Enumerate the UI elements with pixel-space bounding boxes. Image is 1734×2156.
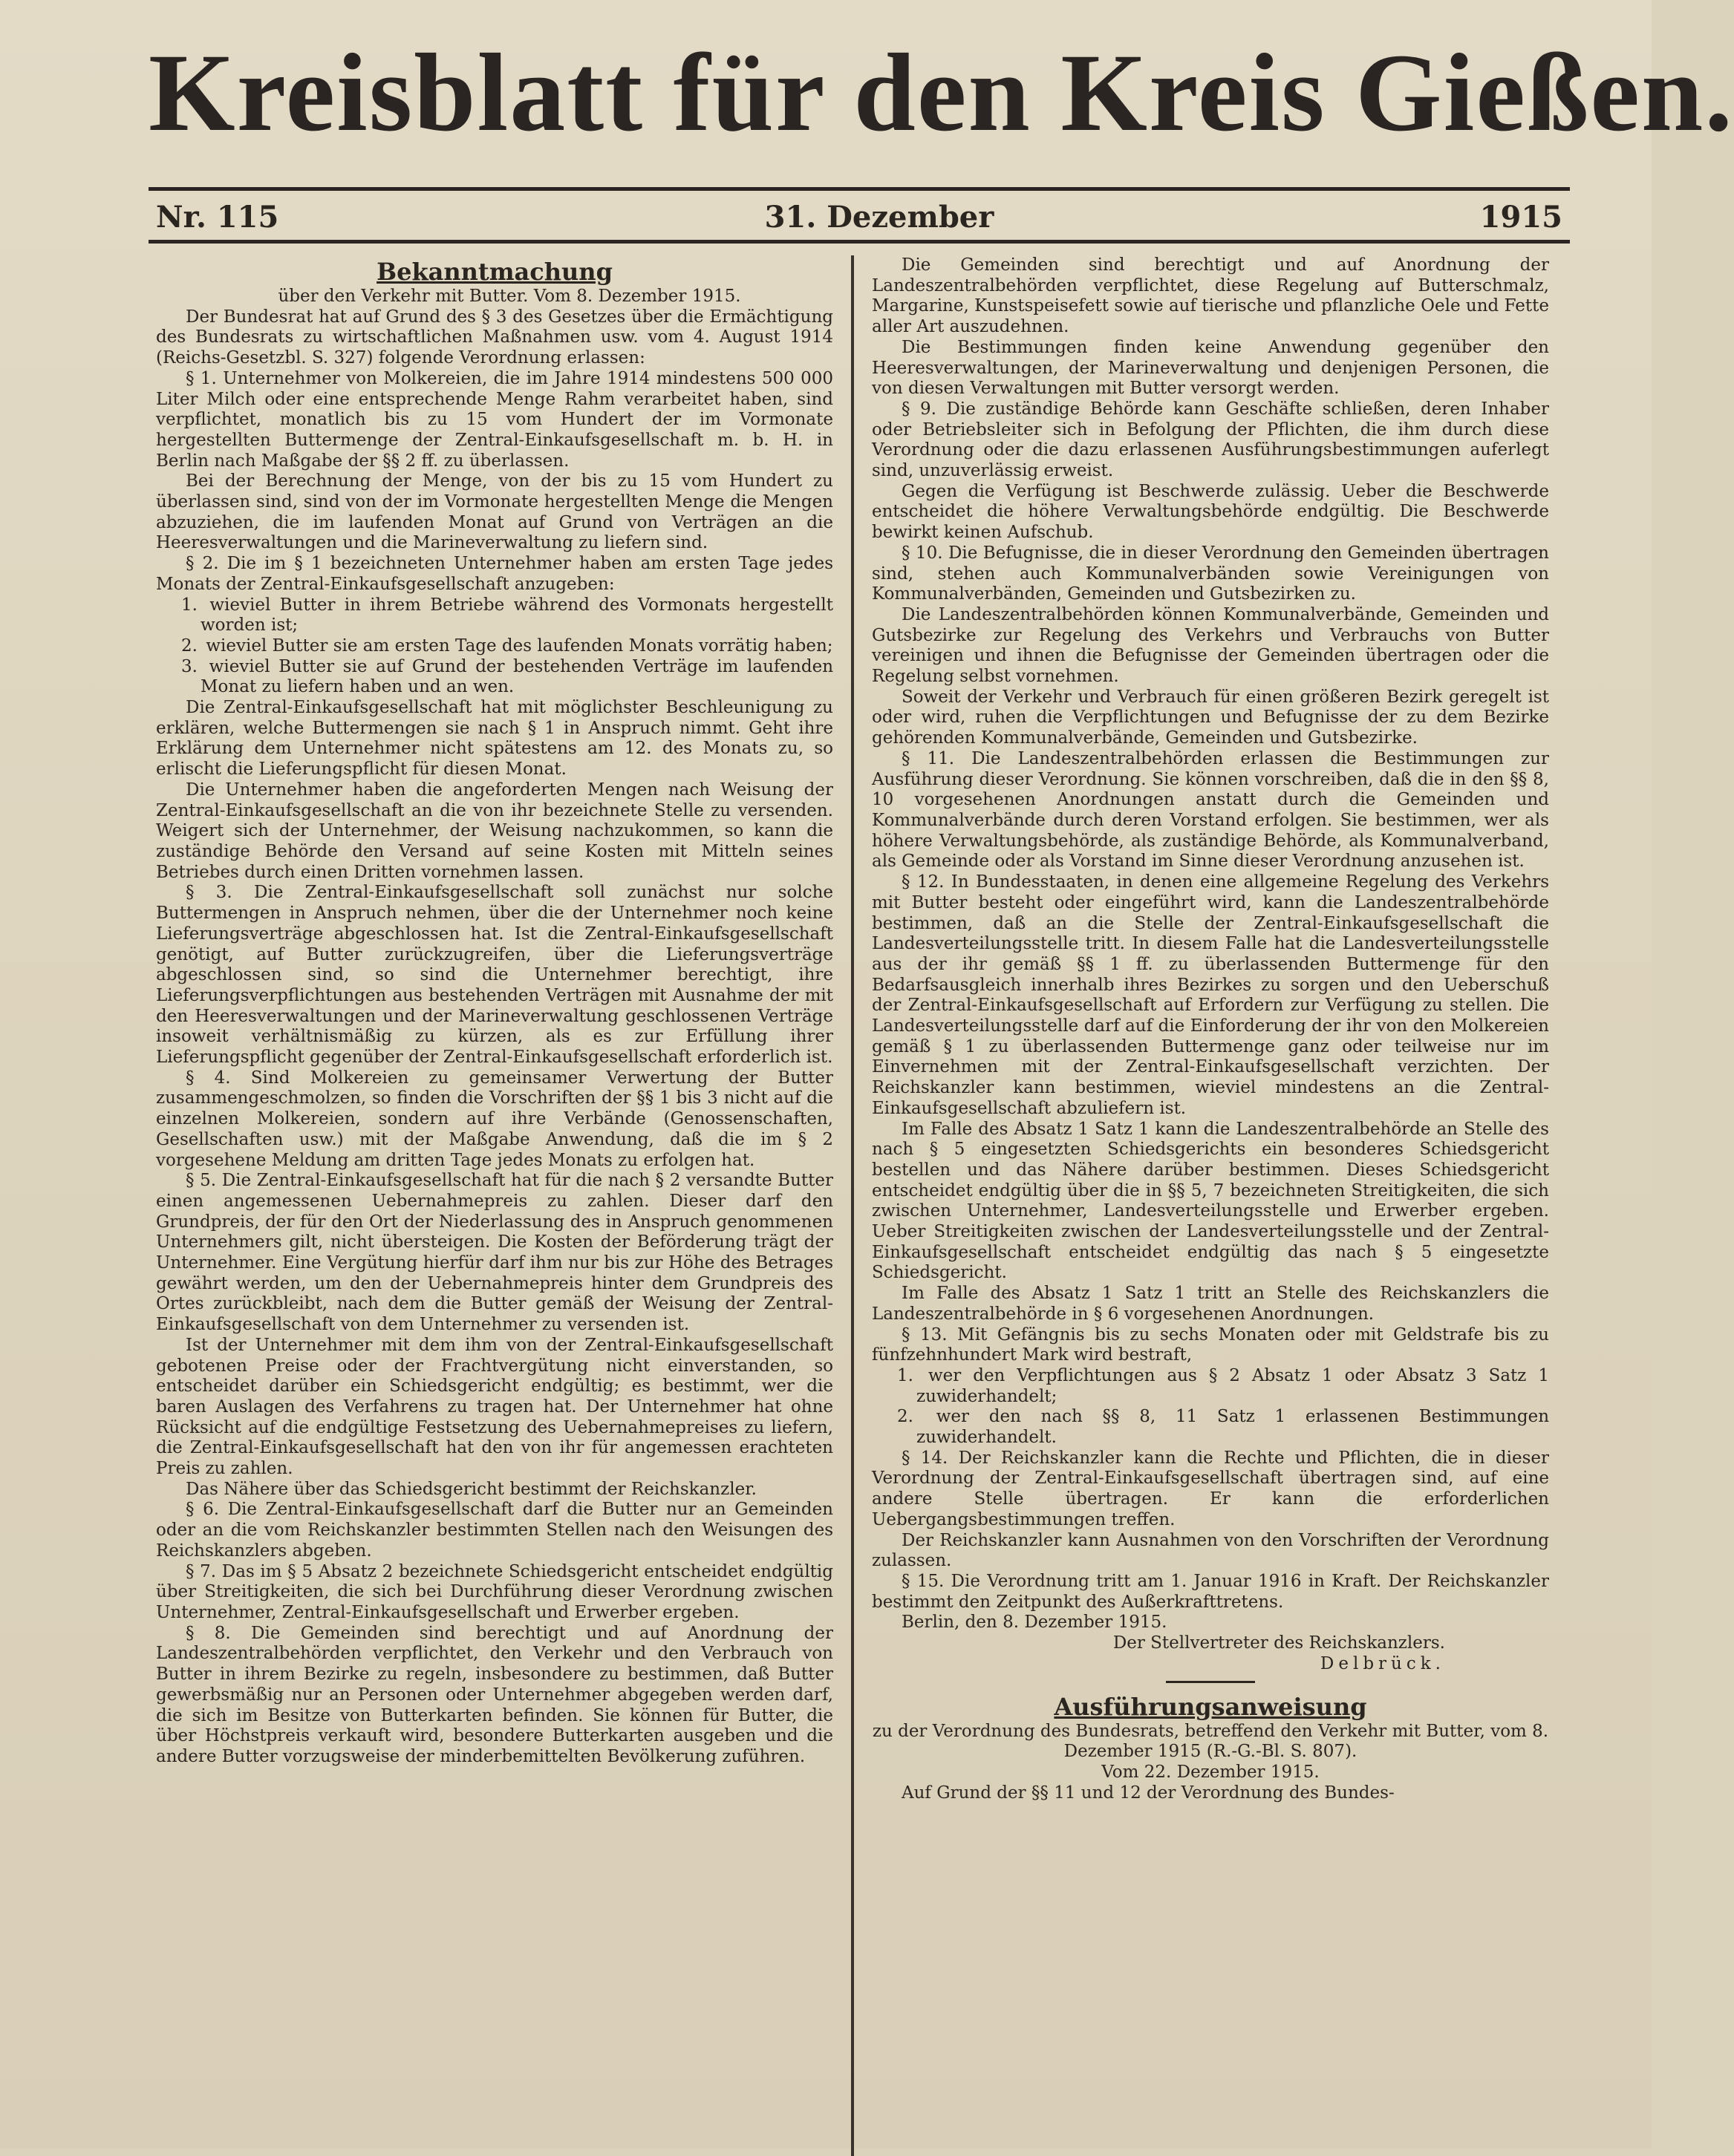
column-left	[149, 255, 841, 2156]
masthead-title: Kreisblatt für den Kreis Gießen.	[149, 31, 1734, 154]
paragraph-s12: § 12. In Bundesstaaten, in denen eine allgemeine Regelung des Verkehrs mit Butter besteht oder eingeführt wird, kann die Landeszentralbehörde bestimmen, daß an die Stelle der Zentral-Einkaufsgesellschaft die Landesverteilungsstelle tritt. In diesem Falle hat die Landesverteilungsstelle aus der ihr gemäß §§ 1 ff. zu überlassenden Buttermenge für den Bedarfsausgleich innerhalb ihres Bezirkes zu sorgen und den Ueberschuß der Zentral-Einkaufsgesellschaft auf Erfordern zur Verfügung zu stellen. Die Landesverteilungsstelle darf auf die Einforderung der ihr von den Molkereien gemäß § 1 zu überlassenden Buttermenge ganz oder teilweise nur im Einvernehmen mit der Zentral-Einkaufsgesellschaft verzichten. Der Reichskanzler kann bestimmen, wieviel mindestens an die Zentral-Einkaufsgesellschaft abzuliefern ist.	[872, 872, 1549, 1118]
s13-list	[872, 1366, 1549, 1448]
paragraph-s2b: Die Zentral-Einkaufsgesellschaft hat mit möglichster Beschleunigung zu erklären, welche Buttermengen sie nach § 1 in Anspruch nimmt. Geht ihre Erklärung dem Unternehmer nicht spätestens am 12. des Monats zu, so erlischt die Lieferungspflicht für diesen Monat.	[156, 698, 833, 780]
paragraph-s3: § 3. Die Zentral-Einkaufsgesellschaft soll zunächst nur solche Buttermengen in Anspruch nehmen, über die der Unternehmer noch keine Lieferungsverträge abgeschlossen hat. Ist die Zentral-Einkaufsgesellschaft genötigt, auf Butter zurückzugreifen, über die Lieferungsverträge abgeschlossen sind, so sind die Unternehmer berechtigt, ihre Lieferungsverpflichtungen aus bestehenden Verträgen mit Ausnahme der mit den Heeresverwaltungen und der Marineverwaltung geschlossenen Verträge insoweit verhältnismäßig zu kürzen, als es zur Erfüllung ihrer Lieferungspflicht gegenüber der Zentral-Einkaufsgesellschaft erforderlich ist.	[156, 883, 833, 1068]
article2-date: Vom 22. Dezember 1915.	[1101, 1762, 1320, 1782]
article2-text: Auf Grund der §§ 11 und 12 der Verordnung des Bundes-	[902, 1783, 1395, 1803]
paragraph-s11: § 11. Die Landeszentralbehörden erlassen die Bestimmungen zur Ausführung dieser Verordnung. Sie können vorschreiben, daß die in den §§ 8, 10 vorgesehenen Anordnungen anstatt durch die Gemeinden und Kommunalverbände durch deren Vorstand erfolgen. Sie bestimmen, wer als höhere Verwaltungsbehörde, als zuständige Behörde, als Kommunalverband, als Gemeinde oder als Vorstand im Sinne dieser Verordnung anzusehen ist.	[872, 748, 1549, 872]
issue-bar	[149, 187, 1570, 244]
s2-list	[156, 595, 833, 699]
column-right	[864, 255, 1557, 2156]
issue-date: 31. Dezember	[764, 200, 994, 235]
list-item: 2. wieviel Butter sie am ersten Tage des laufenden Monats vorrätig haben;	[181, 636, 833, 656]
paragraph-s9b: Gegen die Verfügung ist Beschwerde zulässig. Ueber die Beschwerde entscheidet die höhere Verwaltungsbehörde endgültig. Die Beschwerde bewirkt keinen Aufschub.	[872, 481, 1549, 543]
paragraph-s8: § 8. Die Gemeinden sind berechtigt und auf Anordnung der Landeszentralbehörden verpflichtet, den Verkehr und den Verbrauch von Butter in ihrem Bezirke zu regeln, insbesondere zu bestimmen, daß Butter gewerbsmäßig nur an Personen oder Unternehmer abgegeben werden darf, die sich im Besitze von Butterkarten befinden. Sie können für Butter, die über Höchstpreis verkauft wird, besondere Butterkarten ausgeben und die andere Butter vorzugsweise der minderbemittelten Bevölkerung zuführen.	[156, 1623, 833, 1766]
paragraph-s4: § 4. Sind Molkereien zu gemeinsamer Verwertung der Butter zusammengeschmolzen, so finden die Vorschriften der §§ 1 bis 3 nicht auf die einzelnen Molkereien, sondern auf ihre Verbände (Genossenschaften, Gesellschaften usw.) mit der Maßgabe Anwendung, daß die im § 2 vorgesehene Meldung am dritten Tage jedes Monats zu erfolgen hat.	[156, 1068, 833, 1170]
list-item: 3. wieviel Butter sie auf Grund der bestehenden Verträge im laufenden Monat zu liefern haben und an wen.	[181, 656, 834, 697]
issue-number: Nr. 115	[156, 200, 279, 235]
paragraph-s7: § 7. Das im § 5 Absatz 2 bezeichnete Schiedsgericht entscheidet endgültig über Streitigkeiten, die sich bei Durchführung dieser Verordnung zwischen Unternehmer, Zentral-Einkaufsgesellschaft und Erwerber ergeben.	[156, 1561, 833, 1622]
article-title: Bekanntmachung	[377, 258, 613, 286]
paragraph-intro: Der Bundesrat hat auf Grund des § 3 des Gesetzes über die Ermächtigung des Bundesrats zu wirtschaftlichen Maßnahmen usw. vom 4. August 1914 (Reichs-Gesetzbl. S. 327) folgende Verordnung erlassen:	[156, 307, 833, 368]
paragraph-s5b: Ist der Unternehmer mit dem ihm von der Zentral-Einkaufsgesellschaft gebotenen Preise oder der Frachtvergütung nicht einverstanden, so entscheidet darüber ein Schiedsgericht endgültig; es bestimmt, wer die baren Auslagen des Verfahrens zu tragen hat. Der Unternehmer hat ohne Rücksicht auf die endgültige Festsetzung des Uebernahmepreises zu liefern, die Zentral-Einkaufsgesellschaft hat den von ihr für angemessen erachteten Preis zu zahlen.	[156, 1335, 833, 1479]
article2-title: Ausführungsanweisung	[1054, 1692, 1367, 1721]
paragraph-s2: § 2. Die im § 1 bezeichneten Unternehmer haben am ersten Tage jedes Monats der Zentral-Einkaufsgesellschaft anzugeben:	[156, 554, 833, 594]
paragraph-s9: § 9. Die zuständige Behörde kann Geschäfte schließen, deren Inhaber oder Betriebsleiter sich in Befolgung der Pflichten, die ihm durch diese Verordnung oder die dazu erlassenen Ausführungsbestimmungen auferlegt sind, unzuverlässig erweist.	[872, 399, 1549, 481]
paragraph-s6: § 6. Die Zentral-Einkaufsgesellschaft darf die Butter nur an Gemeinden oder an die vom Reichskanzler bestimmten Stellen nach den Weisungen des Reichskanzlers abgeben.	[156, 1500, 833, 1561]
paragraph-s8c: Die Bestimmungen finden keine Anwendung gegenüber den Heeresverwaltungen, der Marineverwaltung und denjenigen Personen, die von diesen Verwaltungen mit Butter versorgt werden.	[872, 337, 1549, 399]
list-item: 1. wer den Verpflichtungen aus § 2 Absatz 1 oder Absatz 3 Satz 1 zuwiderhandelt;	[897, 1365, 1549, 1406]
paragraph-s10c: Soweit der Verkehr und Verbrauch für einen größeren Bezirk geregelt ist oder wird, ruhen die Verpflichtungen und Befugnisse der zu dem Bezirke gehörenden Kommunalverbände, Gemeinden und Gutsbezirke.	[872, 687, 1549, 748]
place-date: Berlin, den 8. Dezember 1915.	[902, 1613, 1167, 1633]
paragraph-s5: § 5. Die Zentral-Einkaufsgesellschaft hat für die nach § 2 versandte Butter einen angemessenen Uebernahmepreis zu zahlen. Dieser darf den Grundpreis, der für den Ort der Niederlassung des in Anspruch genommenen Unternehmers gilt, nicht übersteigen. Die Kosten der Beförderung trägt der Unternehmer. Eine Vergütung hierfür darf ihm nur bis zur Höhe des Betrages gewährt werden, um den der Uebernahmepreis hinter dem Grundpreis des Ortes zurückbleibt, nach dem die Butter gemäß der Weisung der Zentral-Einkaufsgesellschaft von dem Unternehmer zu versenden ist.	[156, 1171, 833, 1335]
signer-title: Der Stellvertreter des Reichskanzlers.	[1112, 1633, 1445, 1653]
list-item: 2. wer den nach §§ 8, 11 Satz 1 erlassenen Bestimmungen zuwiderhandelt.	[897, 1407, 1550, 1448]
columns	[149, 255, 1570, 2156]
list-item: 1. wieviel Butter in ihrem Betriebe während des Vormonats hergestellt worden ist;	[181, 595, 834, 636]
article2-subtitle: zu der Verordnung des Bundesrats, betreffend den Verkehr mit Butter, vom 8. Dezember 1915 (R.-G.-Bl. S. 807).	[872, 1721, 1549, 1762]
signer-name: Delbrück.	[1320, 1653, 1445, 1673]
paragraph-s14b: Der Reichskanzler kann Ausnahmen von den Vorschriften der Verordnung zulassen.	[872, 1530, 1549, 1571]
paragraph-s14: § 14. Der Reichskanzler kann die Rechte und Pflichten, die in dieser Verordnung der Zentral-Einkaufsgesellschaft übertragen sind, auf eine andere Stelle übertragen. Er kann die erforderlichen Uebergangsbestimmungen treffen.	[872, 1448, 1549, 1529]
paragraph-s10b: Die Landeszentralbehörden können Kommunalverbände, Gemeinden und Gutsbezirke zur Regelung des Verkehrs und Verbrauchs von Butter vereinigen und ihnen die Befugnisse der Gemeinden übertragen oder die Regelung selbst vornehmen.	[872, 604, 1549, 687]
column-divider	[851, 255, 854, 2156]
paragraph-s5c: Das Nähere über das Schiedsgericht bestimmt der Reichskanzler.	[186, 1479, 757, 1499]
paragraph-s8b: Die Gemeinden sind berechtigt und auf Anordnung der Landeszentralbehörden verpflichtet, diese Regelung auf Butterschmalz, Margarine, Kunstspeisefett sowie auf tierische und pflanzliche Oele und Fette aller Art auszudehnen.	[872, 255, 1549, 337]
article-subtitle: über den Verkehr mit Butter. Vom 8. Dezember 1915.	[278, 287, 741, 306]
paragraph-s1b: Bei der Berechnung der Menge, von der bis zu 15 vom Hundert zu überlassen sind, sind von der im Vormonate hergestellten Menge die Mengen abzuziehen, die im laufenden Monat auf Grund von Verträgen an die Heeresverwaltungen und die Marineverwaltung zu liefern sind.	[156, 471, 833, 553]
paragraph-s1: § 1. Unternehmer von Molkereien, die im Jahre 1914 mindestens 500 000 Liter Milch oder eine entsprechende Menge Rahm verarbeitet haben, sind verpflichtet, monatlich bis zu 15 vom Hundert der im Vormonate hergestellten Buttermenge der Zentral-Einkaufsgesellschaft m. b. H. in Berlin nach Maßgabe der §§ 2 ff. zu überlassen.	[156, 368, 833, 471]
paragraph-s15: § 15. Die Verordnung tritt am 1. Januar 1916 in Kraft. Der Reichskanzler bestimmt den Zeitpunkt des Außerkrafttretens.	[872, 1572, 1549, 1612]
paragraph-s2c: Die Unternehmer haben die angeforderten Mengen nach Weisung der Zentral-Einkaufsgesellschaft an die von ihr bezeichnete Stelle zu versenden. Weigert sich der Unternehmer, der Weisung nachzukommen, so kann die zuständige Behörde den Versand auf seine Kosten mit Mitteln seines Betriebes durch einen Dritten vornehmen lassen.	[156, 780, 833, 882]
issue-year: 1915	[1479, 200, 1562, 235]
paragraph-s12c: Im Falle des Absatz 1 Satz 1 tritt an Stelle des Reichskanzlers die Landeszentralbehörde in § 6 vorgesehenen Anordnungen.	[872, 1284, 1549, 1324]
section-divider	[1166, 1681, 1255, 1683]
paragraph-s10: § 10. Die Befugnisse, die in dieser Verordnung den Gemeinden übertragen sind, stehen auch Kommunalverbänden sowie Vereinigungen von Kommunalverbänden, Gemeinden und Gutsbezirken zu.	[872, 543, 1549, 604]
paragraph-s13: § 13. Mit Gefängnis bis zu sechs Monaten oder mit Geldstrafe bis zu fünfzehnhundert Mark wird bestraft,	[872, 1324, 1549, 1365]
paragraph-s12b: Im Falle des Absatz 1 Satz 1 kann die Landeszentralbehörde an Stelle des nach § 5 eingesetzten Schiedsgerichts ein besonderes Schiedsgericht bestellen und das Nähere darüber bestimmen. Dieses Schiedsgericht entscheidet endgültig über die in §§ 5, 7 bezeichneten Streitigkeiten, die sich zwischen Unternehmer, Landesverteilungsstelle und Erwerber ergeben. Ueber Streitigkeiten zwischen der Landesverteilungsstelle und der Zentral-Einkaufsgesellschaft entscheidet endgültig das nach § 5 eingesetzte Schiedsgericht.	[872, 1119, 1549, 1283]
